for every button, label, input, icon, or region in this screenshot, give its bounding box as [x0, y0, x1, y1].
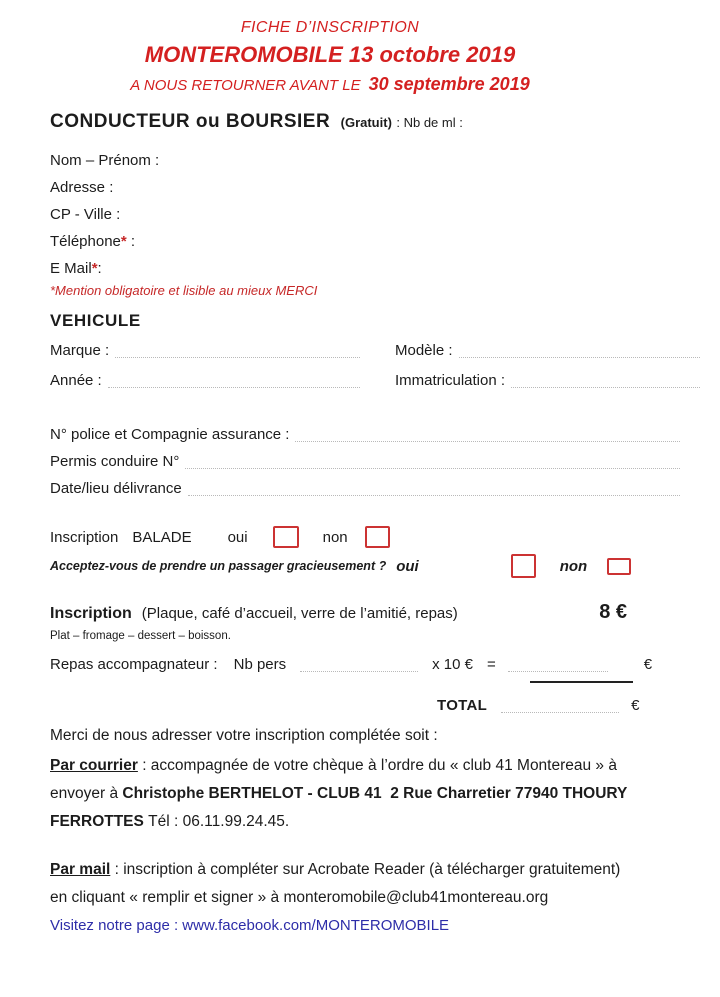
event-title: MONTEROMOBILE 13 octobre 2019	[144, 42, 516, 67]
immatriculation-label: Immatriculation :	[395, 372, 506, 389]
passenger-oui-checkbox[interactable]	[511, 554, 536, 578]
passenger-non-checkbox[interactable]	[607, 558, 631, 575]
field-modele	[395, 341, 700, 361]
form-header	[50, 18, 610, 96]
mail-text-1: : inscription à compléter sur Acrobate Reader (à télécharger gratuitement)	[110, 861, 621, 878]
telephone-colon: :	[126, 233, 136, 250]
mandatory-mention-note: *Mention obligatoire et lisible au mieux MERCI	[50, 283, 318, 298]
mail-line-1	[50, 856, 700, 884]
inscription-fee-row	[50, 601, 700, 627]
balade-non-label: non	[322, 528, 348, 546]
balade-inscription-label: Inscription	[50, 528, 119, 546]
par-courrier-label: Par courrier	[50, 757, 138, 774]
field-permis	[50, 452, 700, 472]
courrier-contact-city: FERROTTES	[50, 813, 144, 830]
total-euro-label: €	[631, 697, 640, 714]
total-row	[50, 696, 700, 716]
meal-euro-label: €	[643, 656, 653, 673]
mail-line-2	[50, 884, 700, 912]
deadline-prefix: A NOUS RETOURNER AVANT LE	[130, 77, 361, 94]
total-label: TOTAL	[437, 697, 488, 714]
mail-paragraph	[50, 856, 700, 912]
police-assurance-label: N° police et Compagnie assurance :	[50, 426, 290, 443]
courrier-phone: Tél : 06.11.99.24.45.	[143, 813, 290, 830]
email-label: E Mail	[50, 260, 92, 277]
email-required-star: *	[91, 260, 98, 277]
delivrance-label: Date/lieu délivrance	[50, 480, 182, 497]
delivrance-input-line[interactable]	[188, 479, 680, 496]
police-assurance-input-line[interactable]	[295, 425, 680, 442]
field-delivrance	[50, 479, 700, 499]
fee-price: 8 €	[599, 601, 627, 623]
passenger-oui-label: oui	[396, 557, 419, 575]
email-input-area[interactable]	[102, 259, 700, 279]
fee-inscription-label: Inscription	[50, 605, 132, 622]
mail-text-2: en cliquant « remplir et signer » à monteromobile@club41montereau.org	[50, 889, 549, 906]
telephone-label: Téléphone	[50, 233, 121, 250]
annee-label: Année :	[50, 372, 102, 389]
balade-registration-row	[50, 525, 700, 549]
cp-ville-input-area[interactable]	[120, 205, 700, 225]
section-conducteur-heading	[50, 110, 700, 135]
nom-prenom-input-area[interactable]	[159, 151, 700, 171]
courrier-contact-name: Christophe BERTHELOT - CLUB 41 2 Rue Charretier 77940 THOURY	[122, 785, 628, 802]
marque-input-line[interactable]	[115, 341, 360, 358]
passenger-non-label: non	[559, 557, 588, 575]
nb-ml-label: : Nb de ml :	[396, 115, 463, 130]
courrier-paragraph	[50, 752, 700, 836]
accompanying-meal-row	[50, 655, 700, 675]
conducteur-heading-label: CONDUCTEUR ou BOURSIER	[50, 111, 331, 132]
deadline-date: 30 septembre 2019	[368, 74, 530, 94]
total-sum-rule	[530, 681, 633, 683]
par-mail-label: Par mail	[50, 861, 111, 878]
vehicule-row-2	[50, 371, 700, 391]
field-cp-ville	[50, 205, 700, 225]
modele-input-line[interactable]	[459, 341, 700, 358]
modele-label: Modèle :	[395, 342, 453, 359]
adresse-input-area[interactable]	[113, 178, 700, 198]
fee-detail-label: (Plaque, café d’accueil, verre de l’amitié, repas)	[141, 605, 458, 622]
email-colon: :	[97, 260, 102, 277]
vehicule-row-1	[50, 341, 700, 361]
x10-label: x 10 €	[432, 656, 474, 673]
field-police-assurance	[50, 425, 700, 445]
gratuit-label: (Gratuit)	[340, 115, 392, 130]
courrier-text-2: envoyer à	[50, 785, 123, 802]
annee-input-line[interactable]	[108, 371, 360, 388]
field-email	[50, 259, 700, 279]
field-telephone	[50, 232, 700, 252]
form-title: FICHE D’INSCRIPTION	[240, 19, 420, 36]
field-annee	[50, 371, 395, 391]
menu-detail-label: Plat – fromage – dessert – boisson.	[50, 630, 231, 642]
field-immatriculation	[395, 371, 700, 391]
immatriculation-input-line[interactable]	[511, 371, 700, 388]
balade-oui-label: oui	[227, 528, 248, 546]
total-input-line[interactable]	[501, 712, 619, 713]
return-deadline	[50, 74, 610, 96]
cp-ville-label: CP - Ville :	[50, 206, 121, 223]
courrier-line-2	[50, 780, 700, 808]
field-nom-prenom	[50, 151, 700, 171]
facebook-link[interactable]: Visitez notre page : www.facebook.com/MONTEROMOBILE	[50, 917, 450, 934]
field-adresse	[50, 178, 700, 198]
nb-pers-label: Nb pers	[233, 656, 287, 673]
balade-oui-checkbox[interactable]	[273, 526, 299, 548]
meal-amount-input-line[interactable]	[508, 671, 608, 672]
courrier-line-1	[50, 752, 700, 780]
balade-non-checkbox[interactable]	[365, 526, 390, 548]
repas-label: Repas accompagnateur :	[50, 656, 218, 673]
send-back-intro: Merci de nous adresser votre inscription complétée soit :	[50, 727, 438, 744]
adresse-label: Adresse :	[50, 179, 114, 196]
courrier-line-3	[50, 808, 700, 836]
field-marque	[50, 341, 395, 361]
equals-label: =	[487, 656, 496, 673]
telephone-required-star: *	[120, 233, 127, 250]
section-vehicule-heading: VEHICULE	[50, 311, 141, 330]
passenger-question-row	[50, 554, 700, 578]
balade-label: BALADE	[132, 528, 192, 546]
passenger-question-label: Acceptez-vous de prendre un passager gracieusement ?	[50, 559, 387, 573]
telephone-input-area[interactable]	[135, 232, 700, 252]
marque-label: Marque :	[50, 342, 110, 359]
permis-label: Permis conduire N°	[50, 453, 180, 470]
permis-input-line[interactable]	[185, 452, 680, 469]
nom-prenom-label: Nom – Prénom :	[50, 152, 160, 169]
courrier-text-1: : accompagnée de votre chèque à l’ordre du « club 41 Montereau » à	[137, 757, 617, 774]
nb-pers-input-line[interactable]	[300, 671, 418, 672]
